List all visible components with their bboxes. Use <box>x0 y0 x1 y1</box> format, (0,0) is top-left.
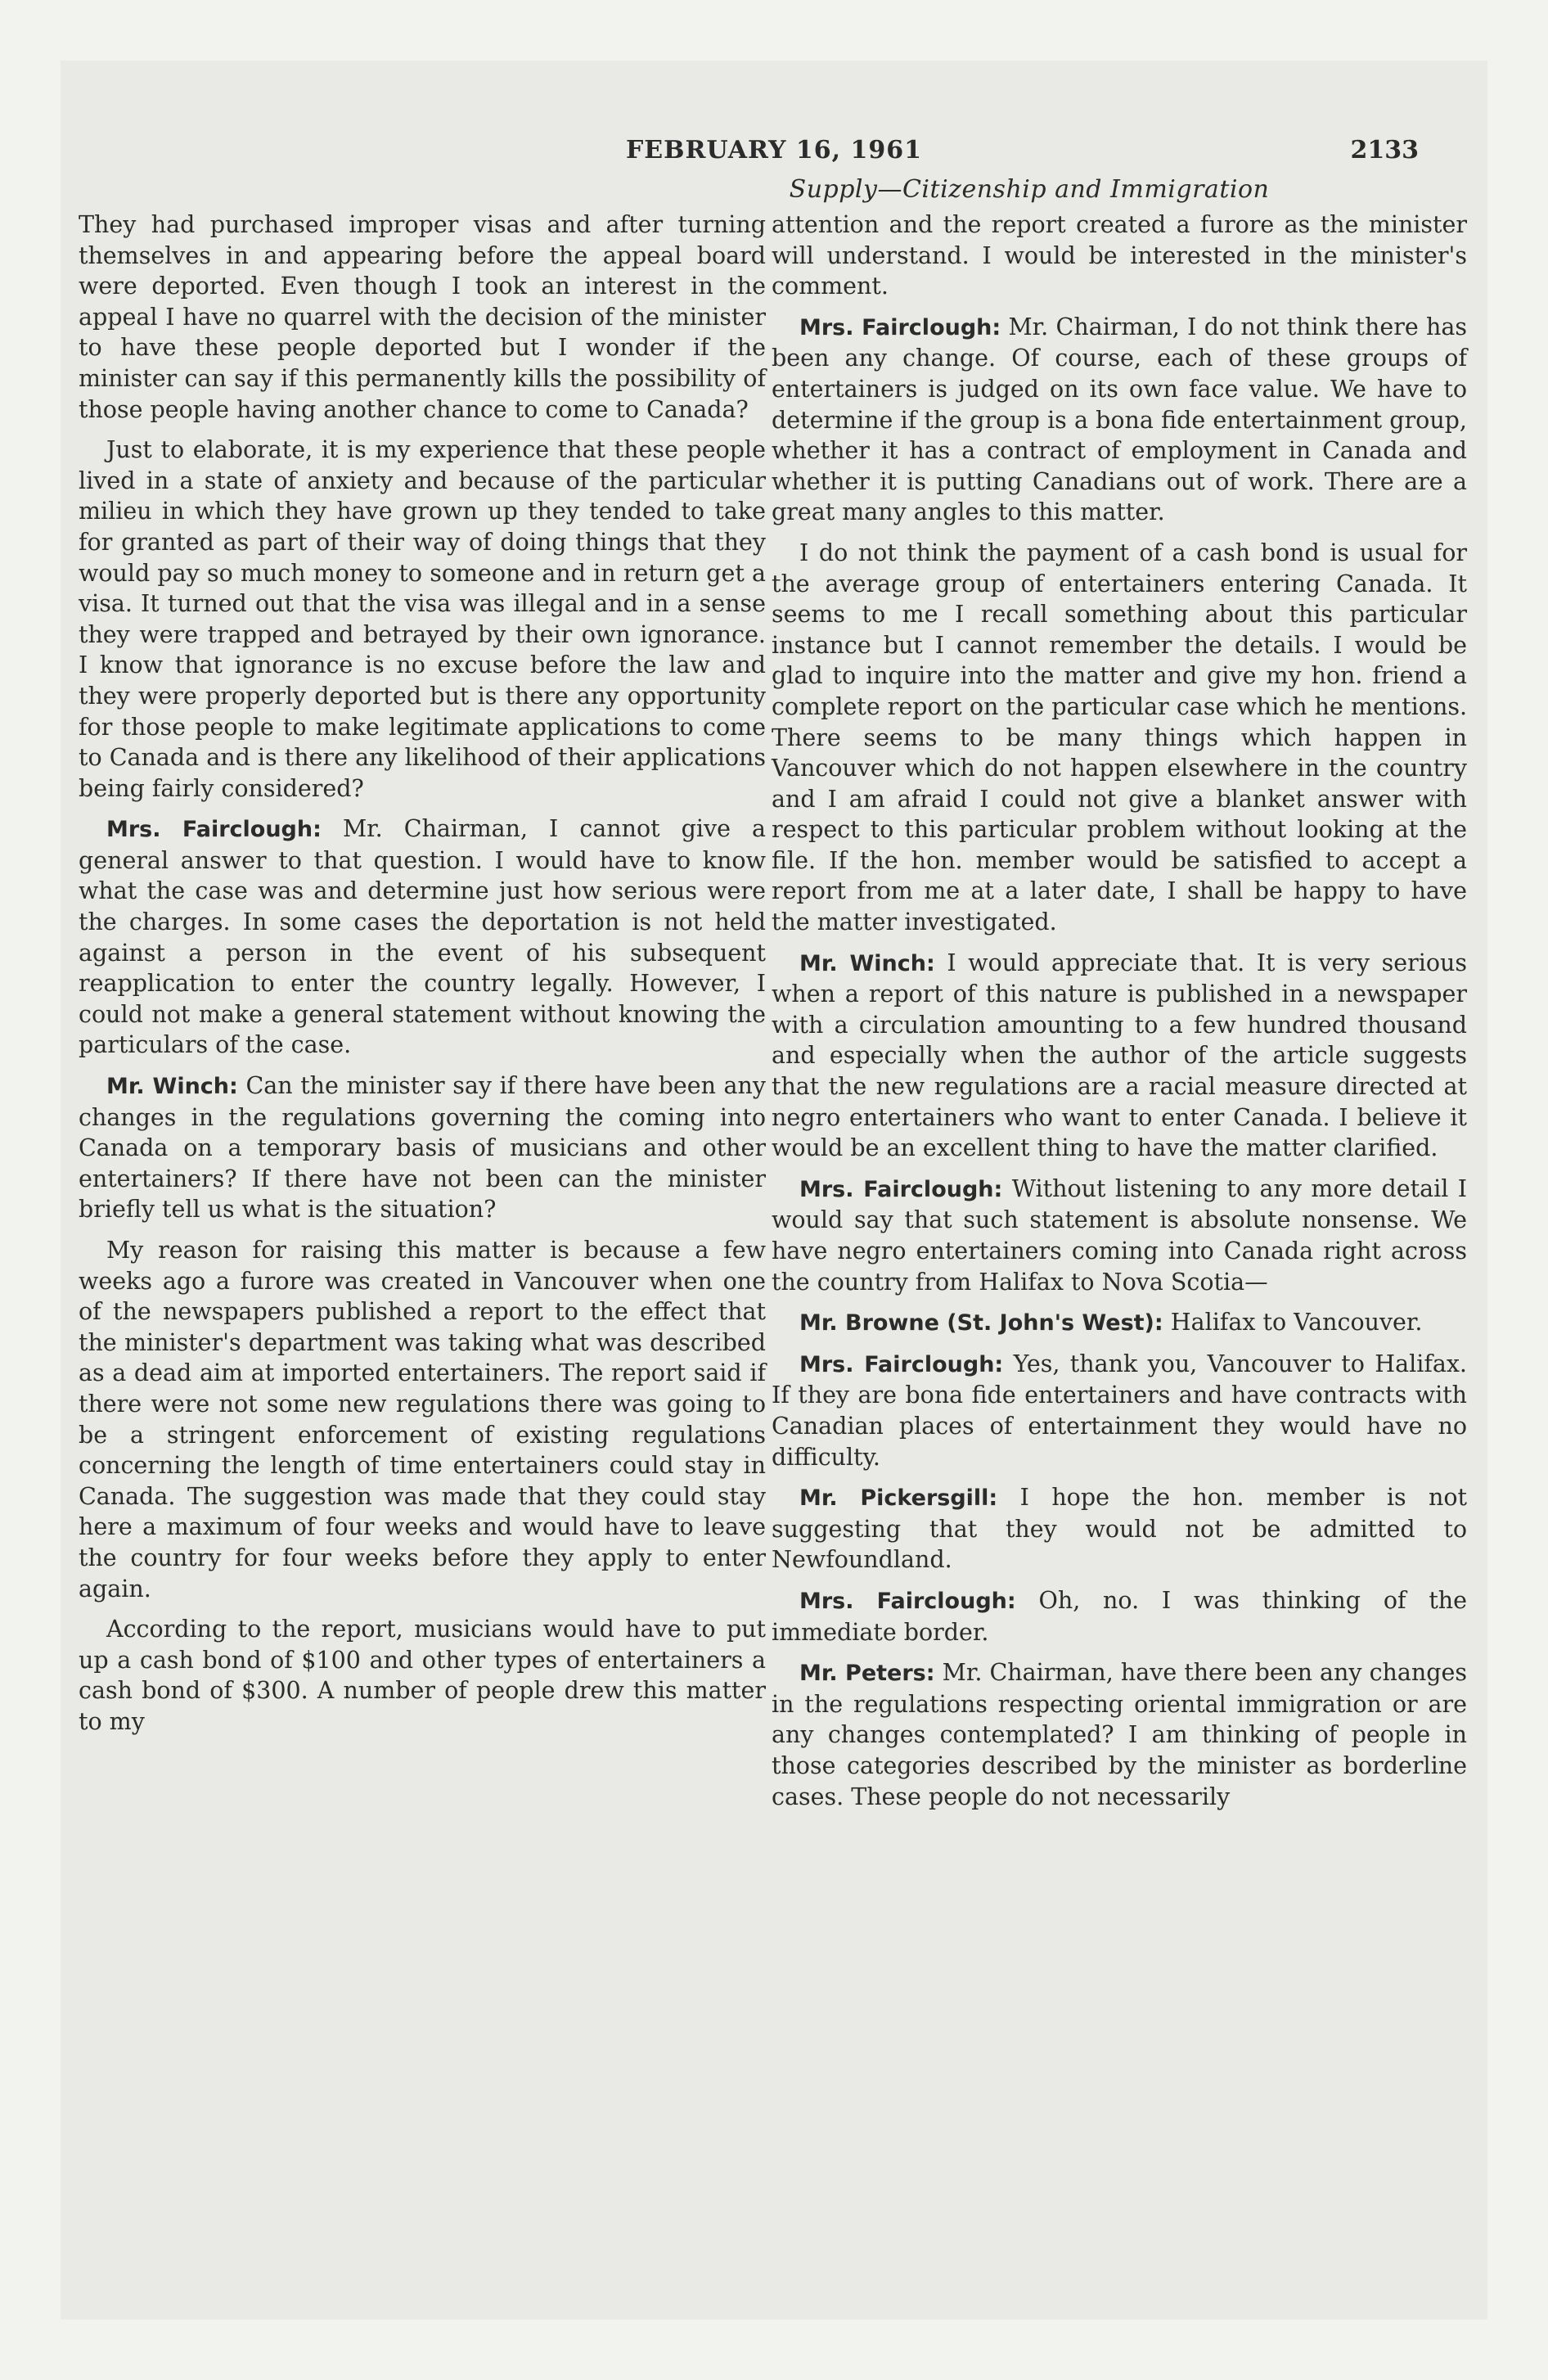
paragraph-text: Halifax to Vancouver. <box>1170 1309 1423 1336</box>
speaker-name: Mr. Peters: <box>799 1661 935 1687</box>
paragraph <box>772 312 1467 528</box>
paragraph-text: Oh, no. I was thinking of the immediate border. <box>772 1586 1467 1646</box>
speaker-name: Mrs. Fairclough: <box>799 314 1001 340</box>
paragraph <box>79 210 766 425</box>
document-page <box>61 61 1487 2319</box>
paragraph-text: Just to elaborate, it is my experience that these people lived in a state of anxiety and because of the particular milieu in which they have grown up they tended to take for granted as part of their way of doing things that they would pay so much money to someone and in return get a visa. It turned out that the visa was illegal and in a sense they were trapped and betrayed by their own ignorance. I know that ignorance is no excuse before the law and they were properly deported but is there any opportunity for those people to make legitimate applications to come to Canada and is there any likelihood of their applications being fairly considered? <box>79 436 766 802</box>
paragraph <box>772 1174 1467 1297</box>
paragraph <box>772 1482 1467 1575</box>
paragraph <box>772 1585 1467 1648</box>
paragraph <box>79 435 766 804</box>
paragraph-text: Mr. Chairman, have there been any changes in the regulations respecting oriental immigration or are any changes contemplated? I am thinking of people in those categories described by the minister as borderline cases. These people do not necessarily <box>772 1659 1467 1810</box>
paragraph <box>772 210 1467 302</box>
left-column <box>79 210 766 1747</box>
paragraph-text: Without listening to any more detail I would say that such statement is absolute nonsense. We have negro entertainers coming into Canada right across the country from Halifax to Nova Scotia— <box>772 1174 1467 1296</box>
section-heading <box>61 175 1487 204</box>
speaker-name: Mrs. Fairclough: <box>799 1588 1016 1614</box>
paragraph-text: I do not think the payment of a cash bond is usual for the average group of entertainers entering Canada. It seems to me I recall something about this particular instance but I cannot remember the details. I would be glad to inquire into the matter and give my hon. friend a complete report on the particular case which he mentions. There seems to be many things which happen in Vancouver which do not happen elsewhere in the country and I am afraid I could not give a blanket answer with respect to this particular problem without looking at the file. If the hon. member would be satisfied to accept a report from me at a later date, I shall be happy to have the matter investigated. <box>772 539 1467 936</box>
paragraph <box>772 1307 1467 1339</box>
paragraph-text: Yes, thank you, Vancouver to Halifax. If they are bona fide entertainers and have contracts with Canadian places of entertainment they would have no difficulty. <box>772 1350 1467 1471</box>
speaker-name: Mr. Browne (St. John's West): <box>799 1310 1163 1336</box>
paragraph <box>772 948 1467 1164</box>
paragraph-text: Can the minister say if there have been any changes in the regulations governing the coming into Canada on a temporary basis of musicians and other entertainers? If there have not been can the minister briefly tell us what is the situation? <box>79 1072 766 1224</box>
paragraph-text: I would appreciate that. It is very serious when a report of this nature is published in a newspaper with a circulation amounting to a few hundred thousand and especially when the author of the article suggests that the new regulations are a racial measure directed at negro entertainers who want to enter Canada. I believe it would be an excellent thing to have the matter clarified. <box>772 949 1468 1162</box>
speaker-name: Mrs. Fairclough: <box>799 1351 1004 1377</box>
right-column <box>772 210 1467 1822</box>
speaker-name: Mr. Winch: <box>799 950 935 976</box>
page-header <box>61 136 1487 172</box>
paragraph-text: Mr. Chairman, I do not think there has been any change. Of course, each of these groups of entertainers is judged on its own face value. We have to determine if the group is a bona fide entertainment group, whether it has a contract of employment in Canada and whether it is putting Canadians out of work. There are a great many angles to this matter. <box>772 313 1467 526</box>
paragraph <box>79 1614 766 1737</box>
paragraph <box>79 1071 766 1225</box>
paragraph-text: They had purchased improper visas and after turning themselves in and appearing before the appeal board were deported. Even though I took an interest in the appeal I have no quarrel with the decision of the minister to have these people deported but I wonder if the minister can say if this permanently kills the possibility of those people having another chance to come to Canada? <box>79 211 766 423</box>
speaker-name: Mrs. Fairclough: <box>799 1176 1003 1202</box>
paragraph <box>79 814 766 1061</box>
speaker-name: Mrs. Fairclough: <box>106 817 322 843</box>
paragraph <box>772 538 1467 938</box>
header-date: FEBRUARY 16, 1961 <box>626 136 922 165</box>
speaker-name: Mr. Winch: <box>106 1074 238 1100</box>
paragraph-text: Mr. Chairman, I cannot give a general answer to that question. I would have to know what the case was and determine just how serious were the charges. In some cases the deportation is not held against a person in the event of his subsequent reapplication to enter the country legally. However, I could not make a general statement without knowing the particulars of the case. <box>79 815 766 1059</box>
speaker-name: Mr. Pickersgill: <box>799 1485 998 1512</box>
page-number: 2133 <box>1350 136 1419 165</box>
paragraph <box>772 1349 1467 1472</box>
paragraph-text: attention and the report created a furore as the minister will understand. I would be interested in the minister's comment. <box>772 211 1467 300</box>
section-title: Supply—Citizenship and Immigration <box>789 175 1270 204</box>
paragraph-text: My reason for raising this matter is because a few weeks ago a furore was created in Vancouver when one of the newspapers published a report to the effect that the minister's department was taking what was described as a dead aim at imported entertainers. The report said if there were not some new regulations there was going to be a stringent enforcement of existing regulations concerning the length of time entertainers could stay in Canada. The suggestion was made that they could stay here a maximum of four weeks and would have to leave the country for four weeks before they apply to enter again. <box>79 1237 766 1602</box>
paragraph <box>772 1657 1467 1812</box>
paragraph <box>79 1235 766 1604</box>
paragraph-text: According to the report, musicians would have to put up a cash bond of $100 and other types of entertainers a cash bond of $300. A number of people drew this matter to my <box>79 1616 766 1735</box>
paragraph-text: I hope the hon. member is not suggesting that they would not be admitted to Newfoundland. <box>772 1484 1467 1574</box>
